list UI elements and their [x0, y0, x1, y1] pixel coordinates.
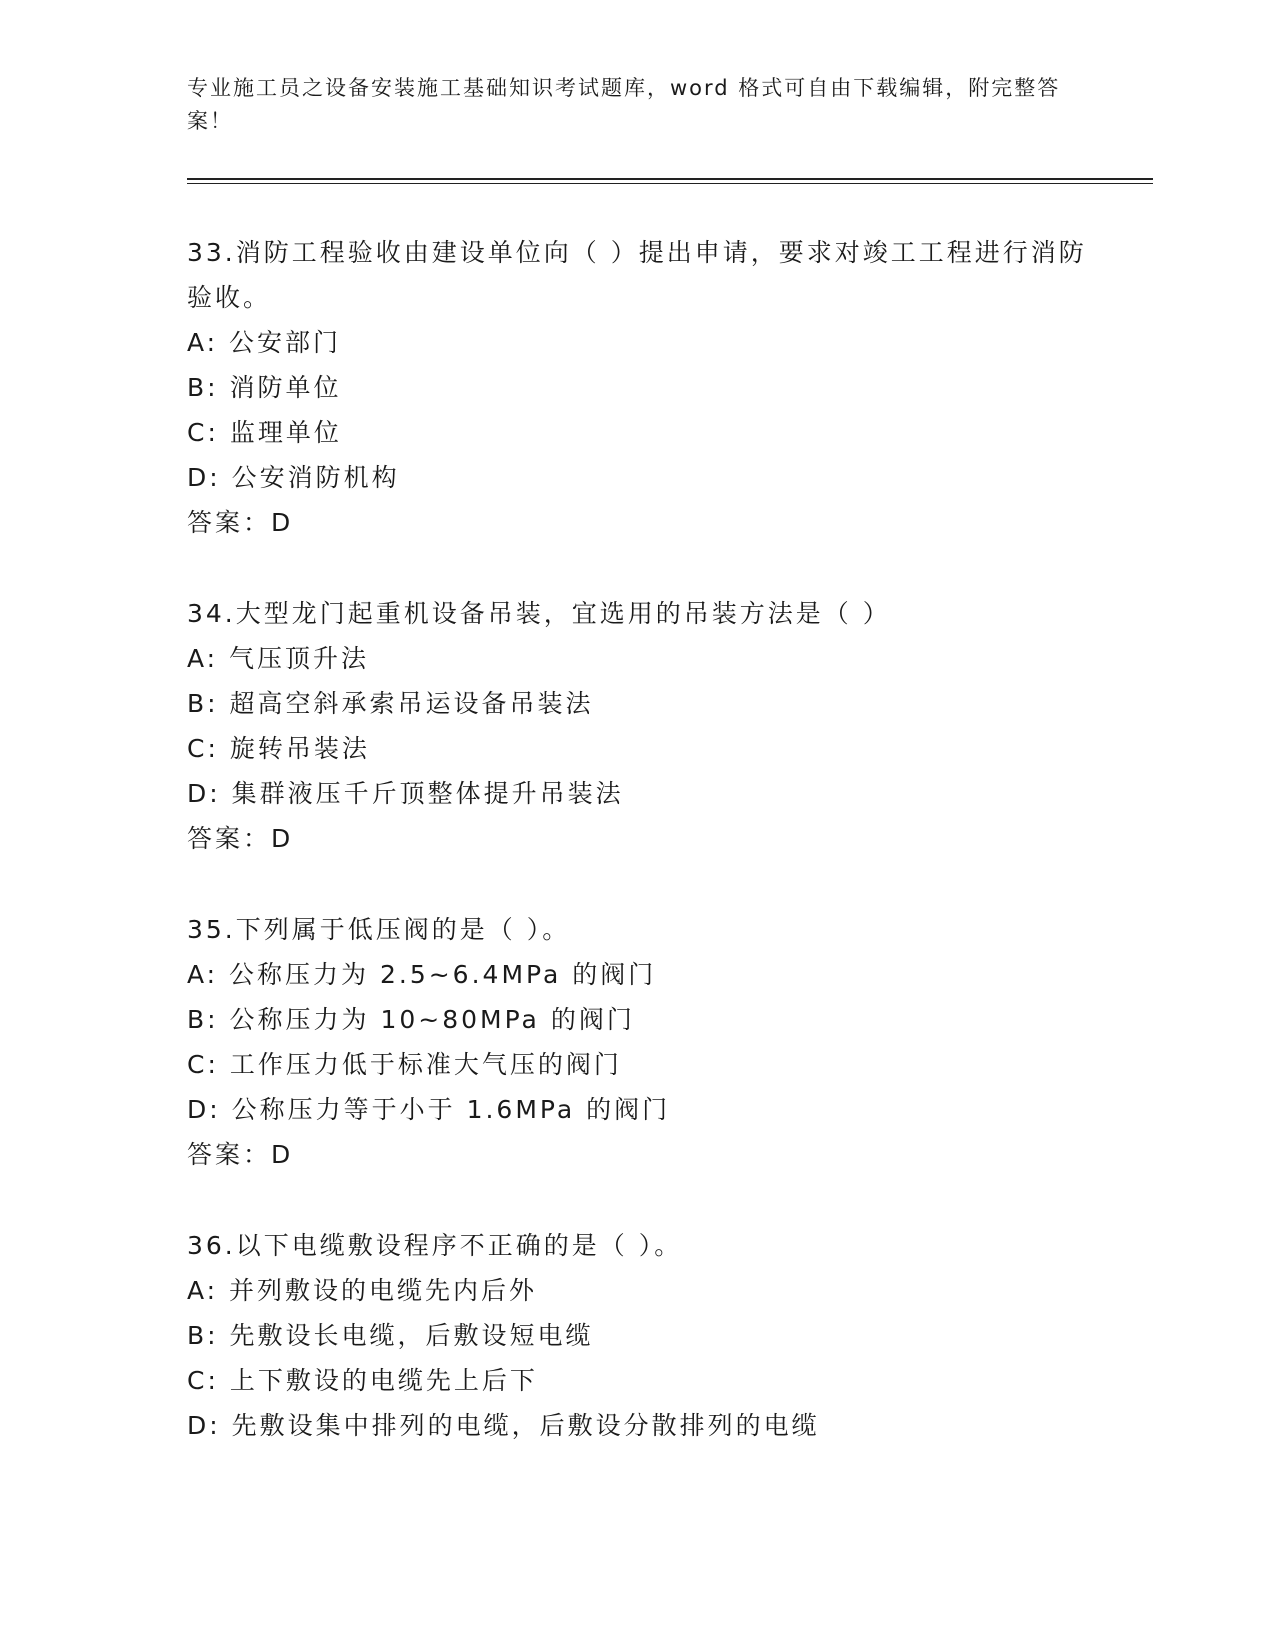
option-c: C: 监理单位 [187, 418, 342, 447]
option-b: B: 超高空斜承索吊运设备吊装法 [187, 689, 594, 718]
option-b: B: 先敷设长电缆，后敷设短电缆 [187, 1321, 594, 1350]
question-36 [187, 1223, 1087, 1448]
question-stem: 36.以下电缆敷设程序不正确的是（ ）。 [187, 1231, 683, 1260]
option-c: C: 工作压力低于标准大气压的阀门 [187, 1050, 622, 1079]
question-stem: 35.下列属于低压阀的是（ ）。 [187, 915, 571, 944]
answer-line: 答案：D [187, 1140, 294, 1169]
document-header: 专业施工员之设备安装施工基础知识考试题库，word 格式可自由下载编辑，附完整答案！ [187, 76, 1061, 133]
option-c: C: 旋转吊装法 [187, 734, 370, 763]
option-c: C: 上下敷设的电缆先上后下 [187, 1366, 538, 1395]
question-33 [187, 230, 1087, 545]
question-34 [187, 591, 1087, 861]
answer-line: 答案：D [187, 508, 294, 537]
question-stem: 34.大型龙门起重机设备吊装，宜选用的吊装方法是（ ） [187, 599, 891, 628]
header-divider-thin [187, 183, 1153, 184]
option-b: B: 公称压力为 10~80MPa 的阀门 [187, 1005, 635, 1034]
option-d: D: 公安消防机构 [187, 463, 400, 492]
question-stem: 33.消防工程验收由建设单位向（ ）提出申请，要求对竣工工程进行消防验收。 [187, 238, 1087, 312]
option-a: A: 公称压力为 2.5~6.4MPa 的阀门 [187, 960, 657, 989]
option-a: A: 气压顶升法 [187, 644, 370, 673]
answer-line: 答案：D [187, 824, 294, 853]
option-d: D: 先敷设集中排列的电缆，后敷设分散排列的电缆 [187, 1411, 820, 1440]
option-d: D: 集群液压千斤顶整体提升吊装法 [187, 779, 624, 808]
option-d: D: 公称压力等于小于 1.6MPa 的阀门 [187, 1095, 671, 1124]
option-b: B: 消防单位 [187, 373, 342, 402]
question-35 [187, 907, 1087, 1177]
header-divider-thick [187, 178, 1153, 180]
option-a: A: 并列敷设的电缆先内后外 [187, 1276, 538, 1305]
option-a: A: 公安部门 [187, 328, 342, 357]
